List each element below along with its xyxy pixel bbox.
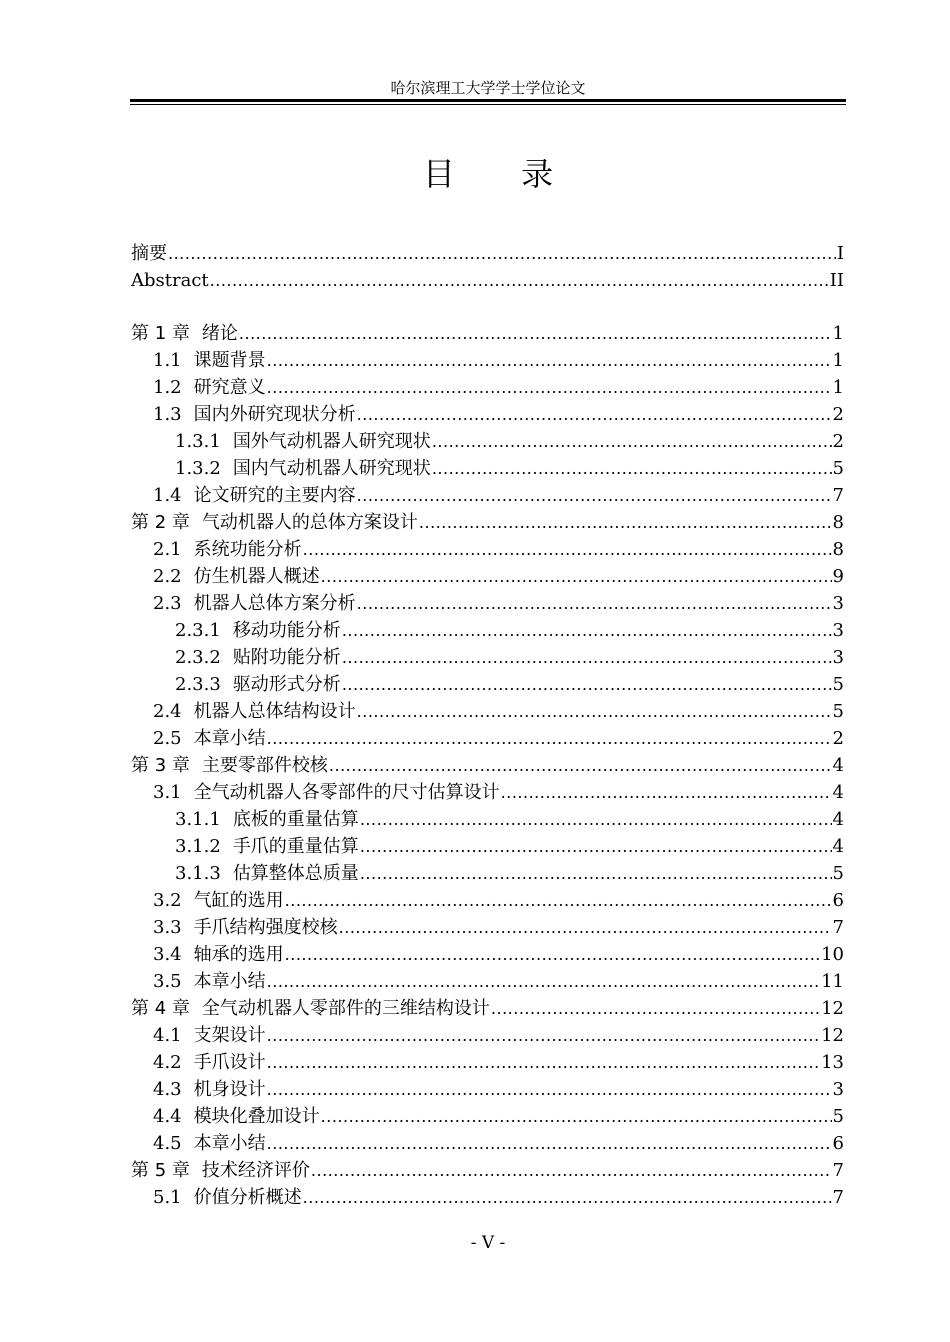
toc-entry[interactable] <box>131 617 846 644</box>
toc-entry-page: 2 <box>832 404 844 425</box>
toc-entry-label <box>153 968 266 995</box>
toc-entry-number: 4.3 <box>153 1079 182 1100</box>
toc-entry-number: 5.1 <box>153 1187 182 1208</box>
toc-entry-label <box>153 941 284 968</box>
dot-leader <box>303 1184 832 1211</box>
toc-entry-page: 2 <box>832 431 844 452</box>
toc-entry-page: 7 <box>832 1187 844 1208</box>
toc-entry-text: 全气动机器人零部件的三维结构设计 <box>201 998 490 1019</box>
toc-entry[interactable] <box>131 590 846 617</box>
toc-entry-number: 2.3.2 <box>175 647 221 668</box>
toc-entry-number: 4.2 <box>153 1052 182 1073</box>
toc-entry[interactable] <box>131 347 846 374</box>
toc-entry-text: 气缸的选用 <box>193 890 284 911</box>
dot-leader <box>285 941 820 968</box>
toc-entry-number: 1.3 <box>153 404 182 425</box>
toc-entry-page: 8 <box>832 539 844 560</box>
toc-entry[interactable] <box>131 698 846 725</box>
toc-entry-label <box>153 590 356 617</box>
toc-entry-number: 4.5 <box>153 1133 182 1154</box>
dot-leader <box>432 428 832 455</box>
dot-leader <box>267 1049 820 1076</box>
toc-entry-page: 4 <box>832 836 844 857</box>
toc-entry-number: 1.3.2 <box>175 458 221 479</box>
toc-entry-text: 仿生机器人概述 <box>193 566 320 587</box>
dot-leader <box>360 860 832 887</box>
dot-leader <box>357 482 832 509</box>
toc-entry[interactable] <box>131 563 846 590</box>
toc-entry-text: 支架设计 <box>193 1025 266 1046</box>
toc-entry-page: 12 <box>821 998 844 1019</box>
toc-entry-text: 机身设计 <box>193 1079 266 1100</box>
toc-entry[interactable] <box>131 374 846 401</box>
toc-entry-page: 13 <box>821 1052 844 1073</box>
toc-entry-label <box>175 833 359 860</box>
toc-entry-text: 气动机器人的总体方案设计 <box>201 512 418 533</box>
toc-entry[interactable] <box>131 941 846 968</box>
toc-chapter-entry[interactable] <box>131 752 846 779</box>
toc-entry-number: 3.1.2 <box>175 836 221 857</box>
toc-entry-label <box>131 320 238 347</box>
toc-entry-label <box>153 914 338 941</box>
toc-entry[interactable] <box>131 482 846 509</box>
dot-leader <box>267 1022 820 1049</box>
dot-leader <box>432 455 832 482</box>
toc-entry-page: 3 <box>832 620 844 641</box>
toc-entry-text: 技术经济评价 <box>201 1160 310 1181</box>
toc-entry-number: 第 5 章 <box>131 1160 190 1181</box>
toc-entry[interactable] <box>131 1076 846 1103</box>
toc-entry-label <box>153 347 266 374</box>
toc-entry-number: 第 3 章 <box>131 755 190 776</box>
toc-entry-page: 5 <box>832 1106 844 1127</box>
dot-leader <box>501 779 832 806</box>
toc-entry[interactable] <box>131 401 846 428</box>
toc-entry-number: 4.1 <box>153 1025 182 1046</box>
toc-entry-label <box>153 374 266 401</box>
toc-entry-page: 4 <box>832 809 844 830</box>
toc-entry-number: 3.3 <box>153 917 182 938</box>
toc-entry-page: 2 <box>832 728 844 749</box>
toc-entry[interactable] <box>131 671 846 698</box>
toc-entry-text: 全气动机器人各零部件的尺寸估算设计 <box>193 782 500 803</box>
table-of-contents <box>131 240 846 1211</box>
toc-entry-number: 3.1.1 <box>175 809 221 830</box>
toc-entry-label <box>175 617 341 644</box>
toc-entry-number: 2.3.3 <box>175 674 221 695</box>
dot-leader <box>419 509 832 536</box>
dot-leader <box>168 240 836 267</box>
toc-entry-page: 7 <box>832 917 844 938</box>
toc-entry[interactable] <box>131 1184 846 1211</box>
toc-entry[interactable] <box>131 536 846 563</box>
toc-entry[interactable] <box>131 1103 846 1130</box>
toc-entry-label <box>153 401 356 428</box>
toc-entry[interactable] <box>131 914 846 941</box>
toc-entry-page: 6 <box>832 890 844 911</box>
toc-entry-number: 3.1 <box>153 782 182 803</box>
toc-entry-text: 本章小结 <box>193 728 266 749</box>
toc-entry-page: 9 <box>832 566 844 587</box>
toc-entry-label <box>153 536 302 563</box>
toc-entry[interactable] <box>131 860 846 887</box>
toc-entry-page: 10 <box>821 944 844 965</box>
toc-entry-label <box>175 860 359 887</box>
toc-entry-label <box>153 887 284 914</box>
toc-entry-page: 7 <box>832 485 844 506</box>
toc-entry-text: 估算整体总质量 <box>232 863 359 884</box>
dot-leader <box>357 590 832 617</box>
toc-entry-text: 机器人总体方案分析 <box>193 593 356 614</box>
toc-entry-text: 课题背景 <box>193 350 266 371</box>
toc-entry[interactable] <box>131 887 846 914</box>
toc-entry-text: 本章小结 <box>193 971 266 992</box>
toc-entry-label <box>153 1103 320 1130</box>
toc-entry-page: 4 <box>832 755 844 776</box>
toc-entry-page: 1 <box>832 377 844 398</box>
toc-entry[interactable] <box>131 1022 846 1049</box>
toc-entry-number: 2.3 <box>153 593 182 614</box>
toc-entry-text: 轴承的选用 <box>193 944 284 965</box>
dot-leader <box>342 671 832 698</box>
dot-leader <box>321 1103 832 1130</box>
toc-entry-page: 4 <box>832 782 844 803</box>
dot-leader <box>239 320 832 347</box>
toc-entry[interactable] <box>131 644 846 671</box>
toc-entry-page: 5 <box>832 863 844 884</box>
toc-entry[interactable] <box>131 455 846 482</box>
toc-entry-page: II <box>829 270 844 291</box>
dot-leader <box>267 374 832 401</box>
toc-entry-label <box>131 267 209 294</box>
toc-entry-text: 研究意义 <box>193 377 266 398</box>
toc-entry-label <box>131 1157 310 1184</box>
header-rule-thin <box>130 104 846 105</box>
toc-entry-text: Abstract <box>131 270 209 291</box>
toc-entry-number: 3.5 <box>153 971 182 992</box>
toc-entry-text: 驱动形式分析 <box>232 674 341 695</box>
toc-entry-text: 本章小结 <box>193 1133 266 1154</box>
toc-entry-label <box>175 428 431 455</box>
toc-entry-label <box>153 1184 302 1211</box>
toc-entry-text: 主要零部件校核 <box>201 755 328 776</box>
toc-entry-label <box>153 1022 266 1049</box>
toc-entry-text: 机器人总体结构设计 <box>193 701 356 722</box>
toc-entry[interactable] <box>131 725 846 752</box>
dot-leader <box>342 644 832 671</box>
toc-entry-text: 模块化叠加设计 <box>193 1106 320 1127</box>
toc-entry[interactable] <box>131 968 846 995</box>
toc-entry-page: 12 <box>821 1025 844 1046</box>
dot-leader <box>303 536 832 563</box>
dot-leader <box>267 347 832 374</box>
toc-entry-page: I <box>836 243 844 264</box>
toc-entry[interactable] <box>131 833 846 860</box>
toc-entry-number: 2.4 <box>153 701 182 722</box>
toc-entry-page: 7 <box>832 1160 844 1181</box>
toc-chapter-entry[interactable] <box>131 995 846 1022</box>
toc-entry-number: 第 2 章 <box>131 512 190 533</box>
toc-entry-text: 手爪结构强度校核 <box>193 917 338 938</box>
toc-entry[interactable] <box>131 267 846 294</box>
toc-entry[interactable] <box>131 1130 846 1157</box>
toc-entry-label <box>175 644 341 671</box>
toc-entry-label <box>175 806 359 833</box>
toc-entry[interactable] <box>131 428 846 455</box>
toc-entry-label <box>153 1130 266 1157</box>
toc-entry-label <box>153 1076 266 1103</box>
dot-leader <box>491 995 820 1022</box>
toc-entry-label <box>131 509 418 536</box>
toc-entry-page: 11 <box>821 971 844 992</box>
toc-entry-text: 论文研究的主要内容 <box>193 485 356 506</box>
dot-leader <box>360 806 832 833</box>
page-header: 哈尔滨理工大学学士学位论文 <box>390 79 586 97</box>
toc-entry-page: 5 <box>832 674 844 695</box>
toc-entry-text: 摘要 <box>131 243 167 264</box>
toc-entry-number: 1.4 <box>153 485 182 506</box>
toc-chapter-entry[interactable] <box>131 320 846 347</box>
toc-entry-label <box>131 995 490 1022</box>
header-rule-thick <box>130 99 846 102</box>
dot-leader <box>267 725 832 752</box>
toc-entry-text: 贴附功能分析 <box>232 647 341 668</box>
toc-entry[interactable] <box>131 240 846 267</box>
dot-leader <box>267 1076 832 1103</box>
dot-leader <box>360 833 832 860</box>
toc-entry-page: 3 <box>832 1079 844 1100</box>
dot-leader <box>267 968 820 995</box>
toc-entry-number: 第 4 章 <box>131 998 190 1019</box>
toc-entry-page: 1 <box>832 350 844 371</box>
toc-entry-page: 5 <box>832 701 844 722</box>
toc-entry-text: 手爪的重量估算 <box>232 836 359 857</box>
toc-entry-number: 第 1 章 <box>131 323 190 344</box>
toc-entry[interactable] <box>131 806 846 833</box>
toc-entry-number: 1.1 <box>153 350 182 371</box>
toc-entry-text: 系统功能分析 <box>193 539 302 560</box>
toc-entry-text: 国内气动机器人研究现状 <box>232 458 431 479</box>
toc-chapter-entry[interactable] <box>131 509 846 536</box>
toc-entry-text: 手爪设计 <box>193 1052 266 1073</box>
page-number: - V - <box>470 1233 506 1253</box>
dot-leader <box>267 1130 832 1157</box>
toc-chapter-entry[interactable] <box>131 1157 846 1184</box>
toc-entry-page: 3 <box>832 593 844 614</box>
toc-entry-text: 价值分析概述 <box>193 1187 302 1208</box>
toc-entry-label <box>131 240 167 267</box>
toc-entry-number: 3.4 <box>153 944 182 965</box>
toc-entry[interactable] <box>131 779 846 806</box>
dot-leader <box>339 914 832 941</box>
toc-title: 目 录 <box>422 155 582 193</box>
dot-leader <box>357 401 832 428</box>
toc-entry-label <box>153 482 356 509</box>
toc-entry-text: 绪论 <box>201 323 238 344</box>
toc-entry-number: 3.2 <box>153 890 182 911</box>
toc-entry-text: 国外气动机器人研究现状 <box>232 431 431 452</box>
toc-entry-number: 2.5 <box>153 728 182 749</box>
toc-entry-label <box>153 563 320 590</box>
dot-leader <box>285 887 832 914</box>
toc-entry-label <box>153 1049 266 1076</box>
dot-leader <box>321 563 832 590</box>
toc-entry-text: 底板的重量估算 <box>232 809 359 830</box>
dot-leader <box>329 752 832 779</box>
dot-leader <box>357 698 832 725</box>
toc-entry-label <box>175 671 341 698</box>
toc-entry-label <box>153 698 356 725</box>
toc-entry-number: 1.3.1 <box>175 431 221 452</box>
toc-entry-number: 3.1.3 <box>175 863 221 884</box>
dot-leader <box>311 1157 832 1184</box>
toc-entry-label <box>175 455 431 482</box>
toc-entry-label <box>131 752 328 779</box>
toc-entry-page: 6 <box>832 1133 844 1154</box>
dot-leader <box>210 267 829 294</box>
toc-entry-number: 2.2 <box>153 566 182 587</box>
toc-entry-page: 3 <box>832 647 844 668</box>
toc-entry[interactable] <box>131 1049 846 1076</box>
toc-entry-number: 1.2 <box>153 377 182 398</box>
toc-entry-text: 国内外研究现状分析 <box>193 404 356 425</box>
toc-entry-number: 2.1 <box>153 539 182 560</box>
toc-entry-label <box>153 725 266 752</box>
toc-entry-page: 5 <box>832 458 844 479</box>
toc-entry-number: 4.4 <box>153 1106 182 1127</box>
toc-entry-text: 移动功能分析 <box>232 620 341 641</box>
toc-entry-number: 2.3.1 <box>175 620 221 641</box>
toc-entry-page: 1 <box>832 323 844 344</box>
toc-entry-page: 8 <box>832 512 844 533</box>
toc-entry-label <box>153 779 500 806</box>
dot-leader <box>342 617 832 644</box>
